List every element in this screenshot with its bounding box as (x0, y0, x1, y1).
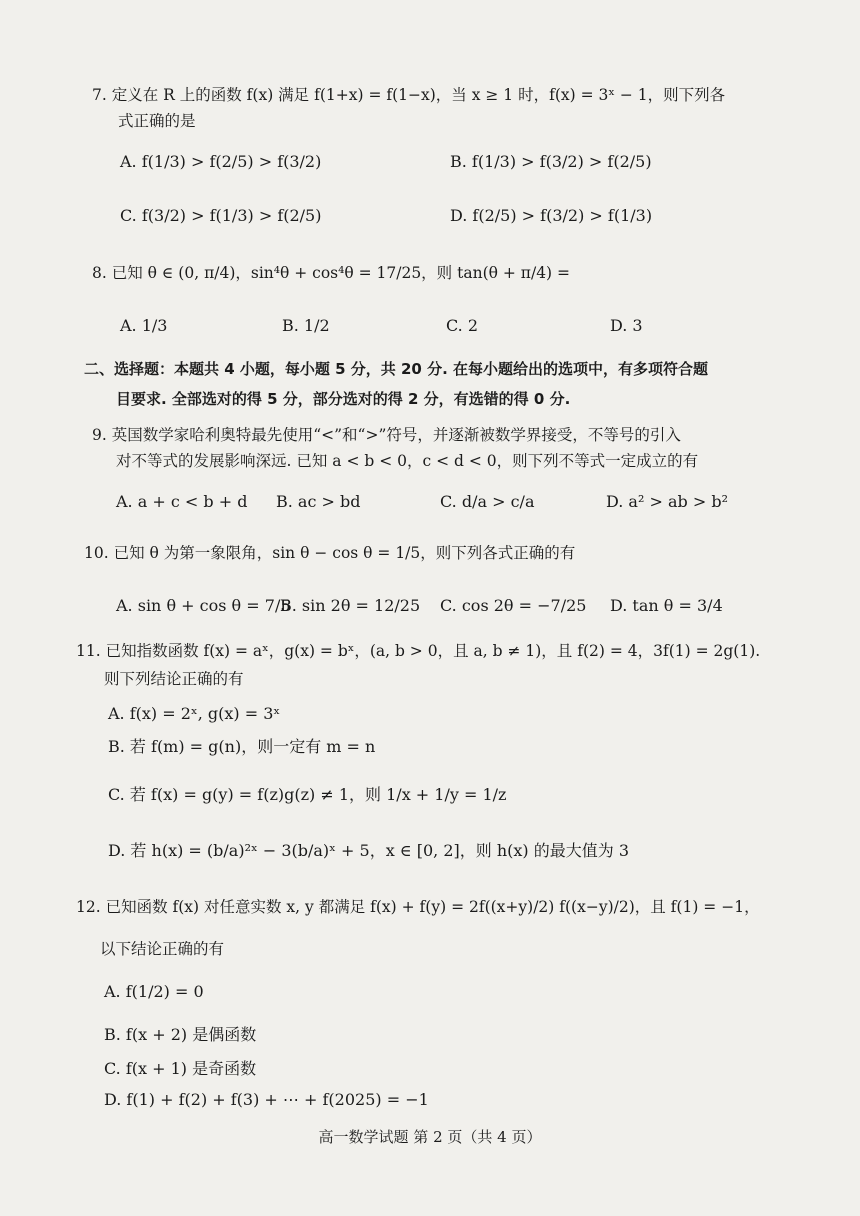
q11-option-d: D. 若 h(x) = (b/a)²ˣ − 3(b/a)ˣ + 5，x ∈ [0, 2]，则 h(x) 的最大值为 3 (108, 841, 630, 860)
q9-stem-line2: 对不等式的发展影响深远. 已知 a < b < 0，c < d < 0，则下列不等式一定成立的有 (116, 452, 699, 470)
q7-option-d: D. f(2/5) > f(3/2) > f(1/3) (450, 206, 653, 225)
q7-stem-line2: 式正确的是 (118, 112, 196, 130)
q9-option-d: D. a² > ab > b² (606, 492, 728, 511)
q10-option-a: A. sin θ + cos θ = 7/5 (116, 596, 291, 615)
q12-option-c: C. f(x + 1) 是奇函数 (104, 1059, 257, 1078)
section2-header-line1: 二、选择题：本题共 4 小题，每小题 5 分，共 20 分. 在每小题给出的选项中，有多项符合题 (84, 360, 709, 378)
q12-stem-line1: 12. 已知函数 f(x) 对任意实数 x, y 都满足 f(x) + f(y) = 2f((x+y)/2) f((x−y)/2)，且 f(1) = −1， (76, 898, 760, 916)
q7-option-b: B. f(1/3) > f(3/2) > f(2/5) (450, 152, 652, 171)
q9-option-b: B. ac > bd (276, 492, 361, 511)
page-footer: 高一数学试题 第 2 页（共 4 页） (318, 1128, 542, 1146)
q12-option-a: A. f(1/2) = 0 (104, 982, 204, 1001)
q8-option-a: A. 1/3 (120, 316, 168, 335)
q9-option-a: A. a + c < b + d (116, 492, 248, 511)
q9-stem-line1: 9. 英国数学家哈利奥特最先使用“<”和“>”符号，并逐渐被数学界接受，不等号的引入 (92, 426, 681, 444)
section2-header-line2: 目要求. 全部选对的得 5 分，部分选对的得 2 分，有选错的得 0 分. (116, 390, 571, 408)
q8-option-d: D. 3 (610, 316, 643, 335)
q12-option-b: B. f(x + 2) 是偶函数 (104, 1025, 257, 1044)
q10-option-d: D. tan θ = 3/4 (610, 596, 723, 615)
q11-option-a: A. f(x) = 2ˣ, g(x) = 3ˣ (108, 704, 281, 723)
q10-option-b: B. sin 2θ = 12/25 (280, 596, 421, 615)
q8-stem: 8. 已知 θ ∈ (0, π/4)，sin⁴θ + cos⁴θ = 17/25，则 tan(θ + π/4) = (92, 264, 571, 282)
q11-stem-line1: 11. 已知指数函数 f(x) = aˣ，g(x) = bˣ，(a, b > 0，且 a, b ≠ 1)，且 f(2) = 4，3f(1) = 2g(1). (76, 642, 761, 660)
q7-option-a: A. f(1/3) > f(2/5) > f(3/2) (120, 152, 322, 171)
q7-option-c: C. f(3/2) > f(1/3) > f(2/5) (120, 206, 322, 225)
q12-stem-line2: 以下结论正确的有 (100, 940, 225, 958)
q7-stem-line1: 7. 定义在 R 上的函数 f(x) 满足 f(1+x) = f(1−x)，当 x ≥ 1 时，f(x) = 3ˣ − 1，则下列各 (92, 86, 726, 104)
q8-option-c: C. 2 (446, 316, 479, 335)
q8-option-b: B. 1/2 (282, 316, 330, 335)
q10-option-c: C. cos 2θ = −7/25 (440, 596, 587, 615)
q11-stem-line2: 则下列结论正确的有 (104, 670, 244, 688)
q11-option-b: B. 若 f(m) = g(n)，则一定有 m = n (108, 737, 376, 756)
q11-option-c: C. 若 f(x) = g(y) = f(z)g(z) ≠ 1，则 1/x + 1/y = 1/z (108, 785, 507, 804)
q10-stem: 10. 已知 θ 为第一象限角，sin θ − cos θ = 1/5，则下列各式正确的有 (84, 544, 576, 562)
q12-option-d: D. f(1) + f(2) + f(3) + ⋯ + f(2025) = −1 (104, 1090, 429, 1109)
q9-option-c: C. d/a > c/a (440, 492, 535, 511)
